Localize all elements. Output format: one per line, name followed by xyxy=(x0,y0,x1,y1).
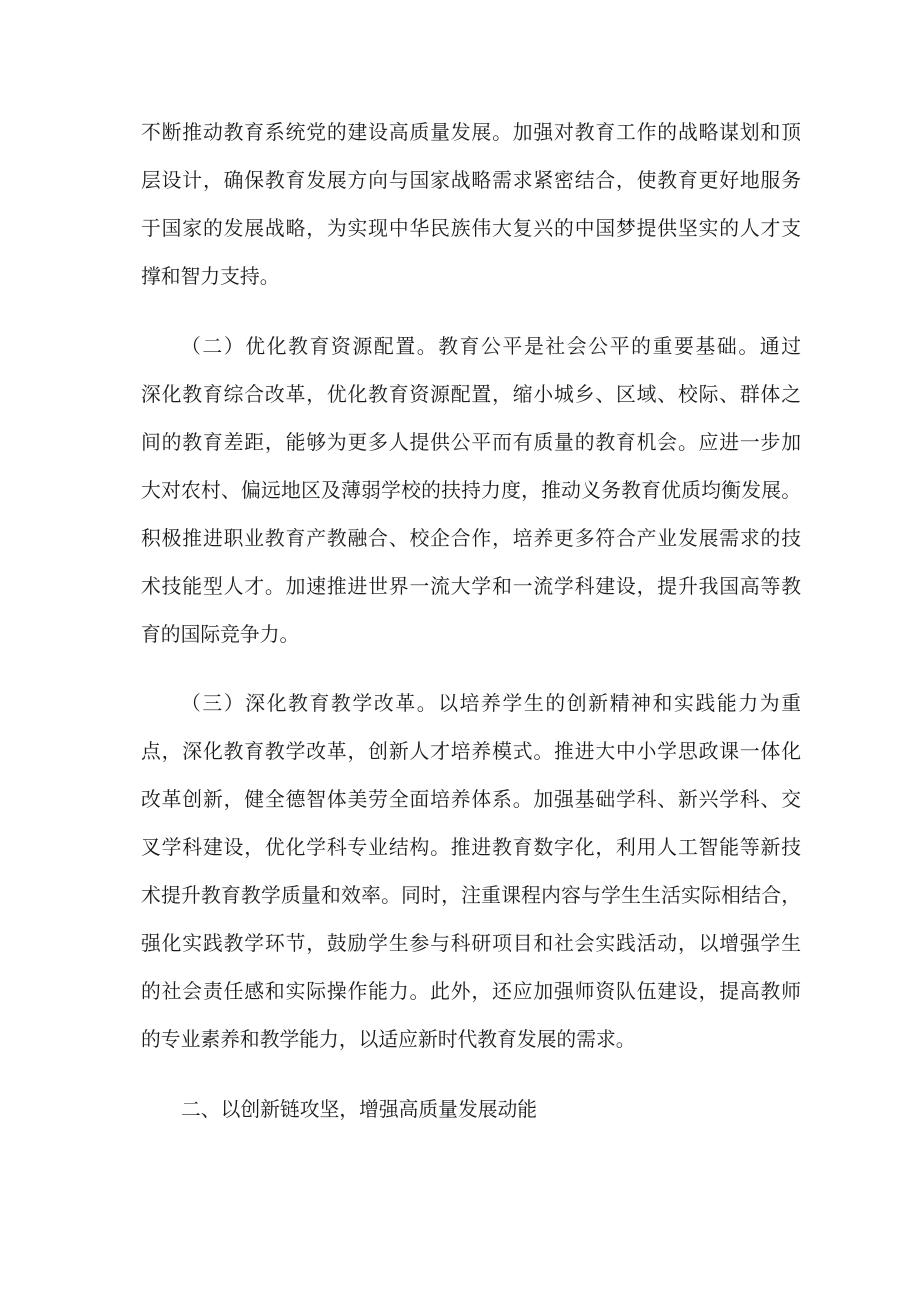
paragraph-line: 深化教育综合改革，优化教育资源配置，缩小城乡、区域、校际、群体之 xyxy=(141,383,801,406)
paragraph-line: 大对农村、偏远地区及薄弱学校的扶持力度，推动义务教育优质均衡发展。 xyxy=(141,479,801,502)
paragraph-line: 的社会责任感和实际操作能力。此外，还应加强师资队伍建设，提高教师 xyxy=(141,980,801,1003)
paragraph-line: 层设计，确保教育发展方向与国家战略需求紧密结合，使教育更好地服务 xyxy=(141,169,801,192)
paragraph-line: 点，深化教育教学改革，创新人才培养模式。推进大中小学思政课一体化 xyxy=(141,740,801,763)
paragraph-line: 强化实践教学环节，鼓励学生参与科研项目和社会实践活动，以增强学生 xyxy=(141,932,801,955)
paragraph-line: （二）优化教育资源配置。教育公平是社会公平的重要基础。通过 xyxy=(181,335,801,358)
paragraph-line: 的专业素养和教学能力，以适应新时代教育发展的需求。 xyxy=(141,1028,636,1051)
paragraph-line: 改革创新，健全德智体美劳全面培养体系。加强基础学科、新兴学科、交 xyxy=(141,788,801,811)
paragraph-line: 术技能型人才。加速推进世界一流大学和一流学科建设，提升我国高等教 xyxy=(141,575,801,598)
paragraph-line: 间的教育差距，能够为更多人提供公平而有质量的教育机会。应进一步加 xyxy=(141,431,801,454)
section-heading: 二、以创新链攻坚，增强高质量发展动能 xyxy=(181,1098,538,1121)
paragraph-line: 于国家的发展战略，为实现中华民族伟大复兴的中国梦提供坚实的人才支 xyxy=(141,217,801,240)
paragraph-line: （三）深化教育教学改革。以培养学生的创新精神和实践能力为重 xyxy=(181,692,801,715)
paragraph-line: 不断推动教育系统党的建设高质量发展。加强对教育工作的战略谋划和顶 xyxy=(141,121,801,144)
paragraph-line: 积极推进职业教育产教融合、校企合作，培养更多符合产业发展需求的技 xyxy=(141,527,801,550)
paragraph-line: 育的国际竞争力。 xyxy=(141,623,300,646)
paragraph-line: 撑和智力支持。 xyxy=(141,265,280,288)
paragraph-line: 叉学科建设，优化学科专业结构。推进教育数字化，利用人工智能等新技 xyxy=(141,836,801,859)
paragraph-line: 术提升教育教学质量和效率。同时，注重课程内容与学生生活实际相结合， xyxy=(141,884,801,907)
